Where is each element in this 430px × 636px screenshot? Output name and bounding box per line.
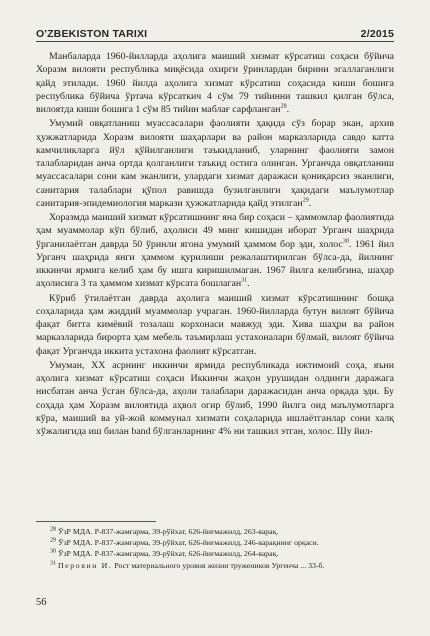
footnotes: [36, 526, 394, 571]
footnote-30: $^{30}$ ЎзР МДА. Р-837-жамғарма, 39-рўйхат, 626-йиғмажилд, 264-варақ.: [50, 548, 279, 559]
footnote-ref-29[interactable]: 29: [302, 197, 309, 204]
footnote-28: $^{28}$ ЎзР МДА. Р-837-жамғарма, 39-рўйхат, 626-йиғмажилд, 263-варақ.: [50, 526, 279, 536]
paragraph-1: Манбаларда 1960-йилларда аҳолига маиший хизмат кўрсатиш соҳаси бўйича Хоразм вилояти республика миқёсида охирги ўринлардан бирини эгаллаганлиги қайд этилади. 1960 йилда аҳолига хизмат кўрсатиш соҳасида киши бошига республика бўйича ўртача кўрсаткич 4 сўм 79 тийинни ташкил қилган бўлса, вилоятда киши бошига 1 сўм 85 тийин маблағ сарфланган$^{28}$.: [36, 51, 394, 115]
paragraph-2: Умумий овқатланиш муассасалари фаолияти ҳақида сўз борар экан, архив ҳужжатларида Хоразм вилояти шаҳарлари ва район марказларида савдо катта камчиликларга йўл қўйилганлиги таъкидланиб, уларнинг фаолияти замон талабларидан анча ортда қолганлиги таъкид остига олинган. Урганчда овқатланиш муассасалари сони кам эканлиги, улардаги хизмат даражаси қониқарсиз эканлиги, санитария талаблари қўпол равишда бузилганлиги ҳақидаги маълумотлар санитария-эпидемиология маркази ҳужжатларида қайд этилган$^{29}$.: [36, 118, 394, 209]
paragraph-5: Умуман, XX асрнинг иккинчи ярмида республикада ижтимоий соҳа, яъни аҳолига хизмат кўрсатиш соҳаси Иккинчи жаҳон урушидан олдинги даражага нисбатан анча ўсган бўлса-да, аҳоли талаблари даражасидан анча орқада эди. Бу соҳада ҳам Хоразм вилоятида аҳвол огир бўлиб, 1990 йилга оид маълумотларга кўра, маиший ва уй-жой коммунал хизмати соҳаларида ишлаётганлар сони халқ хўжалигида иш билан band бўлганларнинг 4% ни ташкил этган, холос. Шу йил-: [36, 359, 394, 437]
issue-number: 2/2015: [360, 28, 394, 40]
footnote-separator: [36, 521, 156, 522]
footnote-29: $^{29}$ ЎзР МДА. Р-837-жамғарма, 39-рўйхат, 626-йиғмажилд, 246-варақнинг орқаси.: [50, 537, 319, 548]
page-number: 56: [36, 597, 47, 608]
running-header: [36, 18, 394, 40]
paragraph-4: Кўриб ўтилаётган даврда аҳолига маиший хизмат кўрсатишнинг бошқа соҳаларида ҳам жиддий муаммолар учраган. 1960-йилларда бутун вилоят бўйича фақат битта кимёвий тозалаш корхонаси мавжуд эди. Хива шаҳри ва район марказларида бирорта ҳам мебель таъмирлаш устахоналари бўлмай, вилоят бўйича фақат Урганчда иккита устахона фаолият кўрсатган.: [36, 292, 394, 357]
paragraph-3: Хоразмда маиший хизмат кўрсатишнинг яна бир соҳаси – ҳаммомлар фаолиятида ҳам муаммолар кўп бўлиб, аҳолиси 49 минг кишидан иборат Урганч шаҳрида ўрганилаётган даврда 50 ўринли ягона умумий ҳаммом бор эди, холос$^{30}$. 1961 йил Урганч шаҳрида янги ҳаммом қурилиши режалаштирилган бўлса-да, йилнинг иккинчи ярмига келиб ҳам бу ишга киришилмаган. 1967 йилга келибгина, шаҳар аҳолисига 3 та ҳаммом хизмат кўрсата бошлаган$^{31}$.: [36, 212, 395, 290]
footnote-ref-28[interactable]: 28: [280, 103, 287, 110]
journal-title: O'ZBEKISTON TARIXI: [36, 28, 148, 40]
footnote-31: $^{31}$ Перовин И. Рост материального уровня жизни тружеников Ургенча ... 33-б.: [50, 560, 325, 570]
footnote-ref-31[interactable]: 31: [241, 277, 248, 284]
article-body: [36, 50, 394, 439]
footnote-ref-30[interactable]: 30: [342, 238, 349, 245]
header-rule: [36, 41, 394, 42]
footnote-author: Перовин И.: [57, 560, 113, 570]
